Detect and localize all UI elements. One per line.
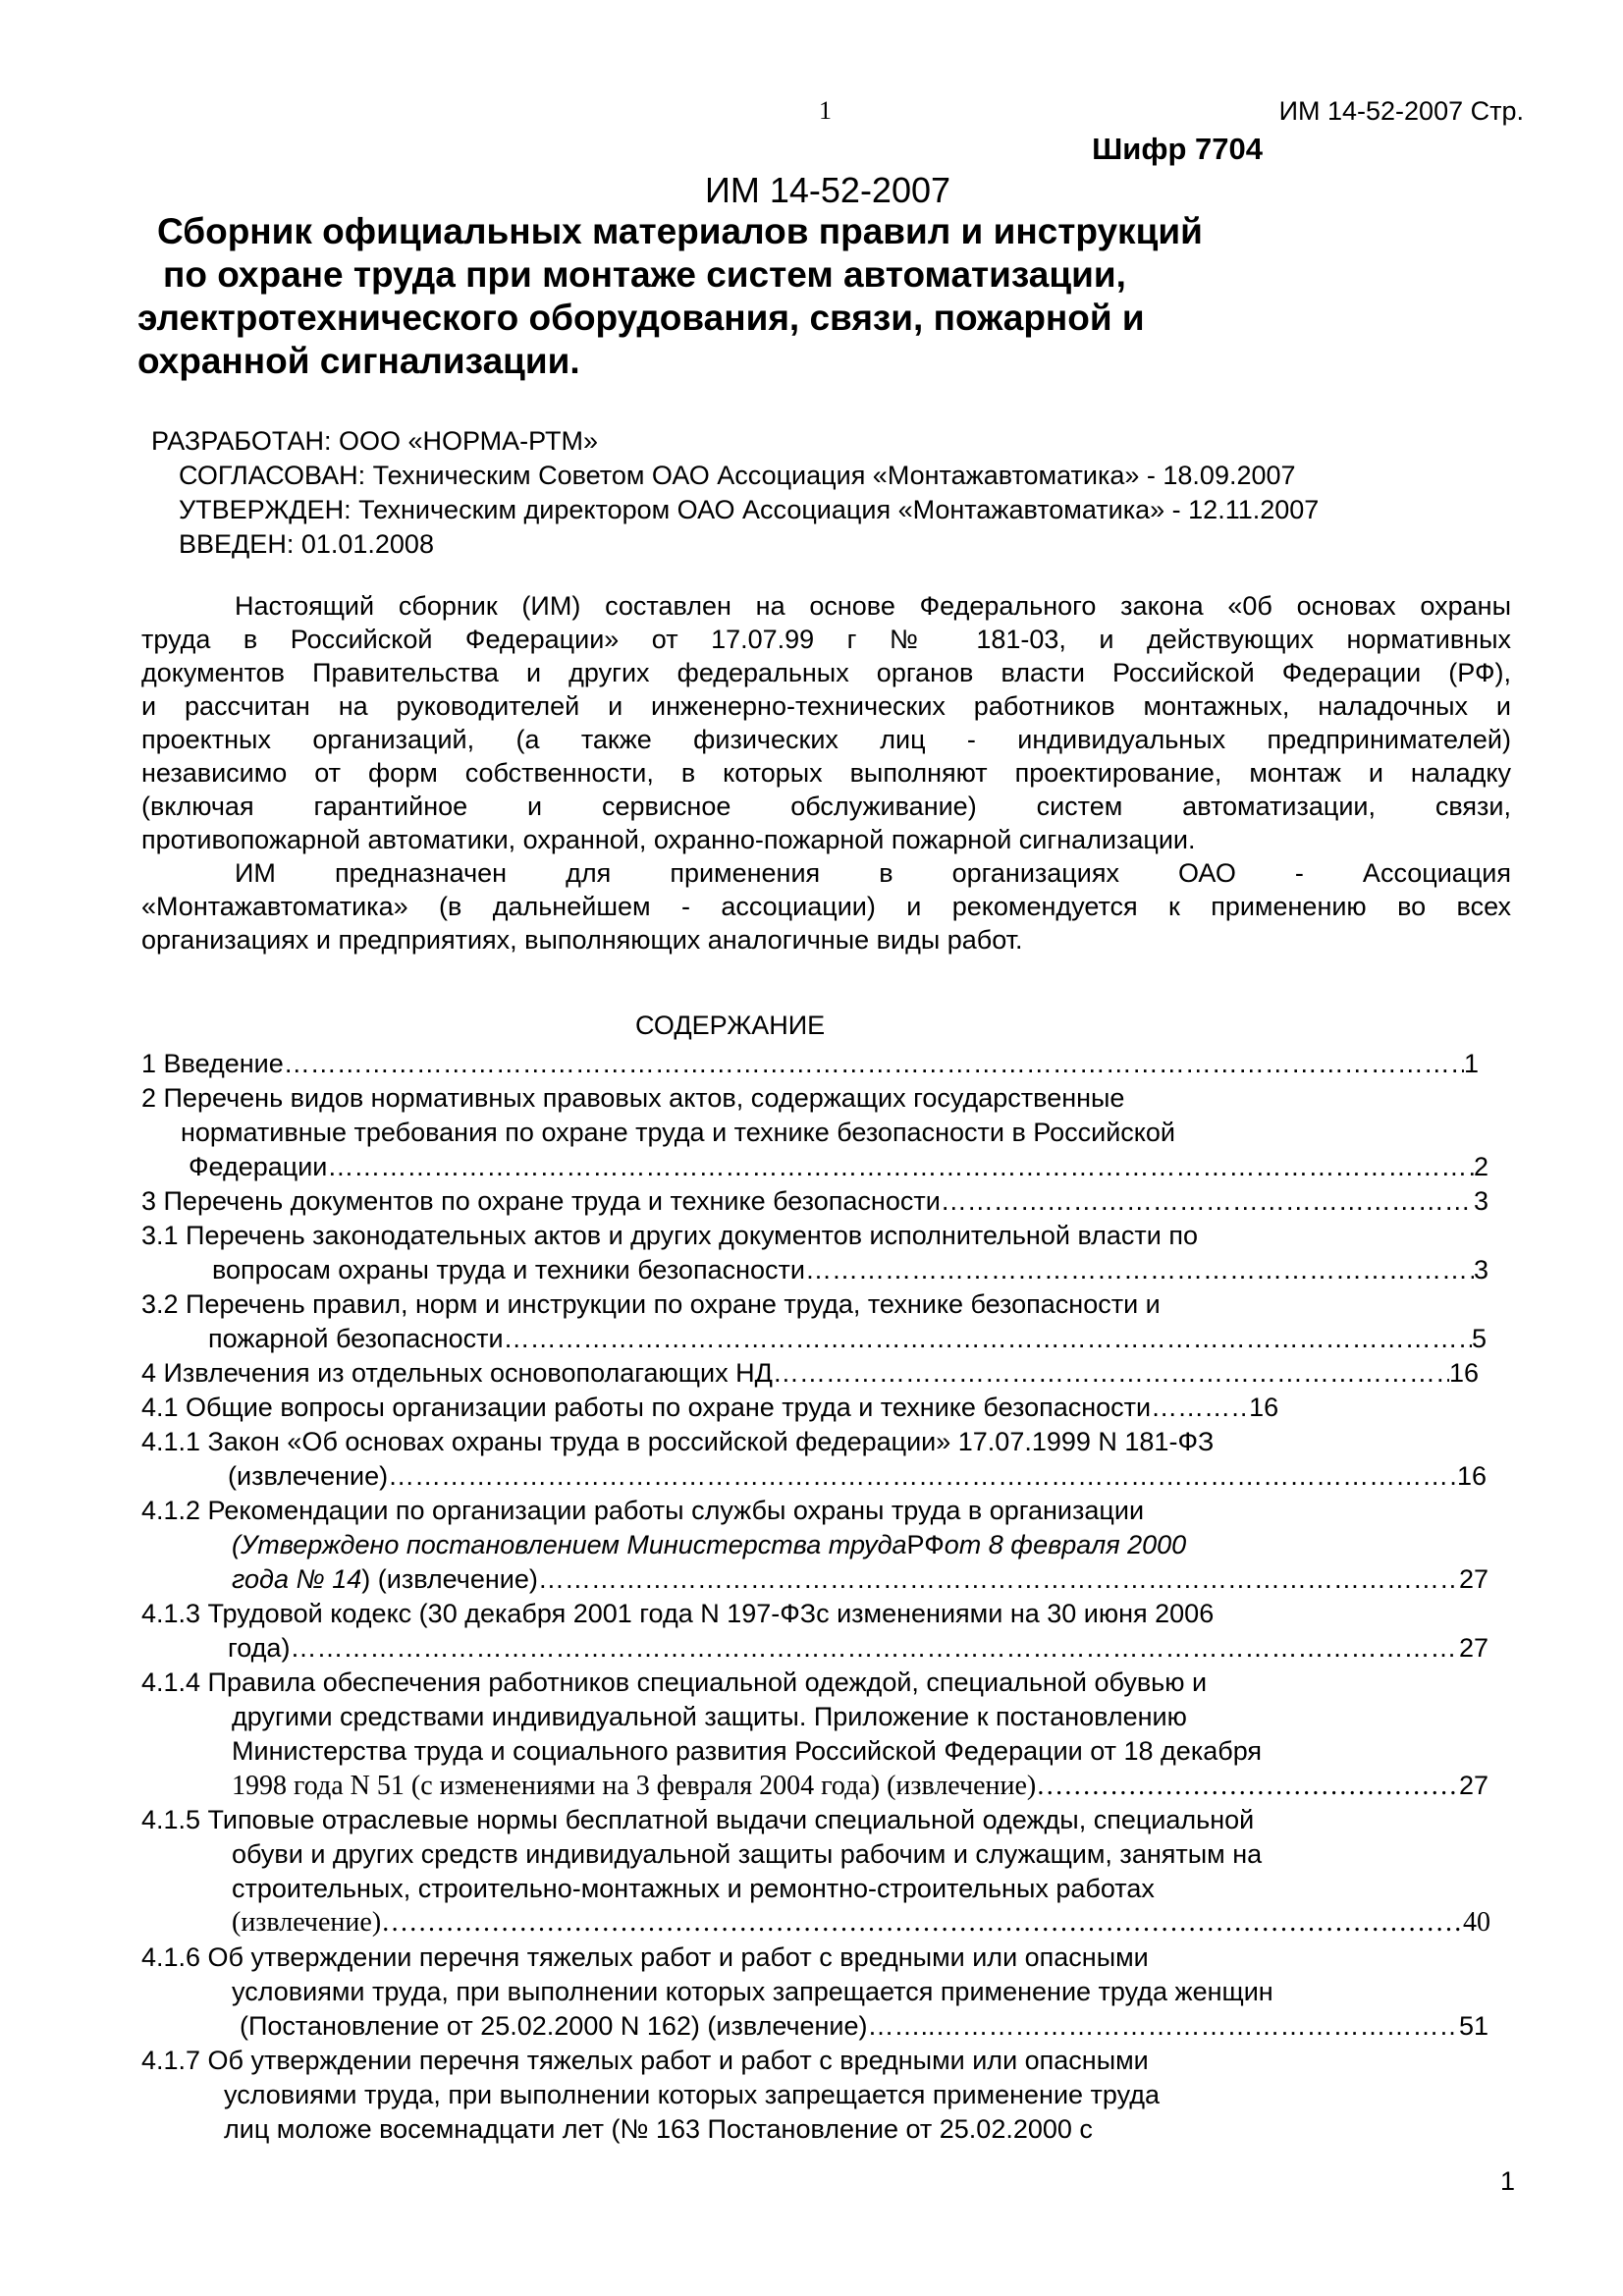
toc-entry-title: (Утверждено постановлением Министерства труда	[232, 1530, 907, 1559]
toc-entry-title: обуви и других средств индивидуальной защиты рабочим и служащим, занятым на	[232, 1839, 1263, 1869]
toc-entry-title: строительных, строительно-монтажных и ремонтно-строительных работах	[232, 1874, 1155, 1903]
toc-entry-title: (извлечение)	[228, 1461, 389, 1491]
toc-entry-title: 4.1 Общие вопросы организации работы по охране труда и технике безопасности	[141, 1393, 1152, 1422]
toc-entry-title: 4.1.1 Закон «Об основах охраны труда в российской федерации» 17.07.1999 N 181-ФЗ	[141, 1427, 1215, 1456]
toc-entry-page: 16	[1456, 1461, 1487, 1491]
toc-entry-title: 4.1.2 Рекомендации по организации работы службы охраны труда в организации	[141, 1496, 1145, 1525]
toc-entry[interactable]	[141, 1803, 1254, 1836]
toc-entry-cont[interactable]	[208, 1322, 1487, 1355]
toc-entry[interactable]	[141, 1597, 1214, 1630]
toc-entry[interactable]	[141, 1356, 1479, 1390]
toc-entry-title: 4.1.3 Трудовой кодекс (30 декабря 2001 года N 197-ФЗс изменениями на 30 июня 2006	[141, 1599, 1215, 1628]
toc-entry[interactable]	[141, 1184, 1488, 1218]
intro-line: ИМ предназначен для применения в организациях ОАО - Ассоциация	[235, 858, 1511, 888]
toc-entry[interactable]	[141, 1287, 1161, 1321]
toc-entry-title: 4.1.6 Об утверждении перечня тяжелых работ и работ с вредными или опасными	[141, 1942, 1149, 1972]
intro-line: документов Правительства и других федеральных органов власти Российской Федерации (РФ),	[141, 658, 1511, 687]
toc-entry-cont	[232, 1734, 1262, 1768]
toc-entry-cont	[224, 2112, 1093, 2146]
dot-leader	[284, 1047, 1464, 1080]
toc-entry-title: 3.1 Перечень законодательных актов и других документов исполнительной власти по	[141, 1221, 1199, 1250]
toc-entry[interactable]	[141, 1391, 1479, 1424]
toc-entry-cont[interactable]	[228, 1631, 1488, 1665]
toc-entry-page: 40	[1463, 1907, 1490, 1938]
toc-entry-title: года № 14	[232, 1564, 362, 1594]
toc-entry-cont	[232, 1700, 1187, 1733]
toc-entry-cont[interactable]	[189, 1150, 1488, 1183]
page-number-top: 1	[819, 96, 832, 125]
intro-text	[141, 589, 1511, 957]
toc-entry-cont	[232, 1872, 1155, 1905]
toc-entry-title: пожарной безопасности	[208, 1324, 504, 1353]
toc-entry-title: ) (извлечение)	[361, 1564, 538, 1594]
introduced-date: ВВЕДЕН: 01.01.2008	[179, 529, 434, 559]
toc-entry-title: 3.2 Перечень правил, норм и инструкции по охране труда, технике безопасности и	[141, 1289, 1161, 1319]
toc-entry-title: 1 Введение	[141, 1049, 284, 1078]
toc-entry-cont[interactable]	[212, 1253, 1488, 1286]
toc-entry-page: 2	[1473, 1152, 1488, 1181]
toc-entry-page: 5	[1471, 1324, 1487, 1353]
intro-line: труда в Российской Федерации» от 17.07.99 г № 181-03, и действующих нормативных	[141, 625, 1511, 654]
toc-entry[interactable]	[141, 1666, 1207, 1699]
title-line: Сборник официальных материалов правил и инструкций	[157, 211, 1203, 251]
toc-entry-title: 4.1.4 Правила обеспечения работников специальной одеждой, специальной обувью и	[141, 1667, 1208, 1697]
toc-entry[interactable]	[141, 1047, 1479, 1080]
dot-leader	[538, 1562, 1459, 1596]
toc-entry-title: условиями труда, при выполнении которых запрещается применение труда женщин	[232, 1977, 1273, 2006]
toc-entry-title: года)	[228, 1633, 291, 1663]
toc-entry[interactable]	[141, 1425, 1214, 1458]
toc-entry[interactable]	[141, 1494, 1144, 1527]
toc-entry-title: Федерации…	[189, 1152, 354, 1181]
toc-heading: СОДЕРЖАНИЕ	[635, 1011, 826, 1040]
toc-entry-title: 4.1.7 Об утверждении перечня тяжелых работ и работ с вредными или опасными	[141, 2046, 1149, 2075]
toc-entry[interactable]	[141, 2044, 1149, 2077]
dot-leader	[936, 2009, 1459, 2043]
intro-line: независимо от форм собственности, в которых выполняют проектирование, монтаж и наладку	[141, 758, 1511, 788]
intro-line: (включая гарантийное и сервисное обслуживание) систем автоматизации, связи,	[141, 792, 1511, 821]
toc-entry-page: 1	[1463, 1049, 1479, 1078]
toc-entry-cont	[224, 2078, 1160, 2111]
toc-entry-title: от 8 февраля 2000	[944, 1530, 1187, 1559]
toc-entry-cont	[232, 1528, 1186, 1561]
title-line: охранной сигнализации.	[137, 341, 580, 381]
intro-line: Настоящий сборник (ИМ) составлен на основе Федерального закона «0б основах охраны	[235, 591, 1511, 621]
toc-entry[interactable]	[141, 1081, 1124, 1115]
toc-entry-page: 16	[1249, 1393, 1279, 1422]
intro-line: противопожарной автоматики, охранной, охранно-пожарной пожарной сигнализации.	[141, 825, 1196, 854]
page-number-bottom: 1	[1499, 2166, 1515, 2196]
toc-entry[interactable]	[141, 1219, 1198, 1252]
toc-entry-page: 51	[1458, 2011, 1488, 2041]
toc-entry-title: лиц моложе восемнадцати лет (№ 163 Постановление от 25.02.2000 с	[224, 2114, 1093, 2144]
dot-leader	[504, 1322, 1472, 1355]
title-line: по охране труда при монтаже систем автоматизации,	[163, 254, 1126, 295]
dot-leader	[290, 1631, 1459, 1665]
intro-line: проектных организаций, (а также физических лиц - индивидуальных предпринимателей)	[141, 725, 1511, 754]
toc-entry-title: 1998 года N 51 (с изменениями на 3 февраля 2004 года) (извлечение)	[232, 1771, 1037, 1801]
toc-entry-title: (Постановление от 25.02.2000 N 162) (извлечение)……..	[240, 2011, 936, 2041]
dot-leader	[805, 1253, 1474, 1286]
toc-entry-page: 3	[1473, 1255, 1488, 1285]
toc-entry-title: 4.1.5 Типовые отраслевые нормы бесплатной выдачи специальной одежды, специальной	[141, 1805, 1255, 1834]
dot-leader	[388, 1459, 1457, 1493]
toc-entry-title: РФ	[906, 1530, 945, 1559]
toc-entry-page: 27	[1458, 1633, 1488, 1663]
cipher-label: Шифр 7704	[1092, 132, 1263, 166]
document-code: ИМ 14-52-2007	[705, 170, 951, 210]
approved-by: УТВЕРЖДЕН: Техническим директором ОАО Ассоциация «Монтажавтоматика» - 12.11.2007	[179, 495, 1320, 524]
toc-entry-page: 27	[1458, 1564, 1488, 1594]
toc-entry-cont[interactable]	[232, 1562, 1488, 1596]
toc-entry-page: 3	[1473, 1186, 1488, 1216]
intro-line: «Монтажавтоматика» (в дальнейшем - ассоциации) и рекомендуется к применению во всех	[141, 892, 1511, 921]
dot-leader	[381, 1906, 1463, 1940]
toc-entry-title: нормативные требования по охране труда и технике безопасности в Российской	[181, 1118, 1176, 1147]
running-header: ИМ 14-52-2007 Стр.	[1278, 96, 1524, 126]
dot-leader	[773, 1356, 1449, 1390]
dot-leader	[1036, 1770, 1459, 1803]
toc-entry[interactable]	[141, 1941, 1149, 1974]
toc-entry-cont[interactable]	[232, 1769, 1488, 1803]
toc-entry-title: (извлечение)	[232, 1907, 382, 1938]
toc-entry-cont[interactable]	[240, 2009, 1488, 2043]
toc-entry-title: Министерства труда и социального развития Российской Федерации от 18 декабря	[232, 1736, 1263, 1766]
toc-entry-title: другими средствами индивидуальной защиты. Приложение к постановлению	[232, 1702, 1187, 1731]
toc-entry-title: 4 Извлечения из отдельных основополагающих НД	[141, 1358, 773, 1388]
intro-line: организациях и предприятиях, выполняющих аналогичные виды работ.	[141, 925, 1023, 955]
document-title	[137, 210, 1345, 383]
toc-entry-cont[interactable]	[228, 1459, 1487, 1493]
toc-entry-title: 3 Перечень документов по охране труда и технике безопасности	[141, 1186, 941, 1216]
developed-by: РАЗРАБОТАН: ООО «НОРМА-РТМ»	[151, 426, 598, 456]
toc-entry-title: 2 Перечень видов нормативных правовых актов, содержащих государственные	[141, 1083, 1125, 1113]
agreed-by: СОГЛАСОВАН: Техническим Советом ОАО Ассоциация «Монтажавтоматика» - 18.09.2007	[179, 461, 1296, 490]
toc-entry-cont	[232, 1975, 1273, 2008]
toc-entry-title: вопросам охраны труда и техники безопасности	[212, 1255, 805, 1285]
toc-entry-cont	[232, 1837, 1262, 1871]
dot-leader	[353, 1150, 1474, 1183]
title-line: электротехнического оборудования, связи, пожарной и	[137, 298, 1145, 338]
toc-entry-page: 27	[1458, 1771, 1488, 1800]
toc-entry-title: условиями труда, при выполнении которых запрещается применение труда	[224, 2080, 1161, 2109]
dot-leader	[941, 1184, 1474, 1218]
toc-entry-page: 16	[1448, 1358, 1479, 1388]
intro-line: и рассчитан на руководителей и инженерно-технических работников монтажных, наладочных и	[141, 691, 1511, 721]
toc-entry-cont	[181, 1116, 1175, 1149]
toc-entry-cont[interactable]	[232, 1906, 1490, 1940]
dot-leader	[1151, 1391, 1249, 1424]
